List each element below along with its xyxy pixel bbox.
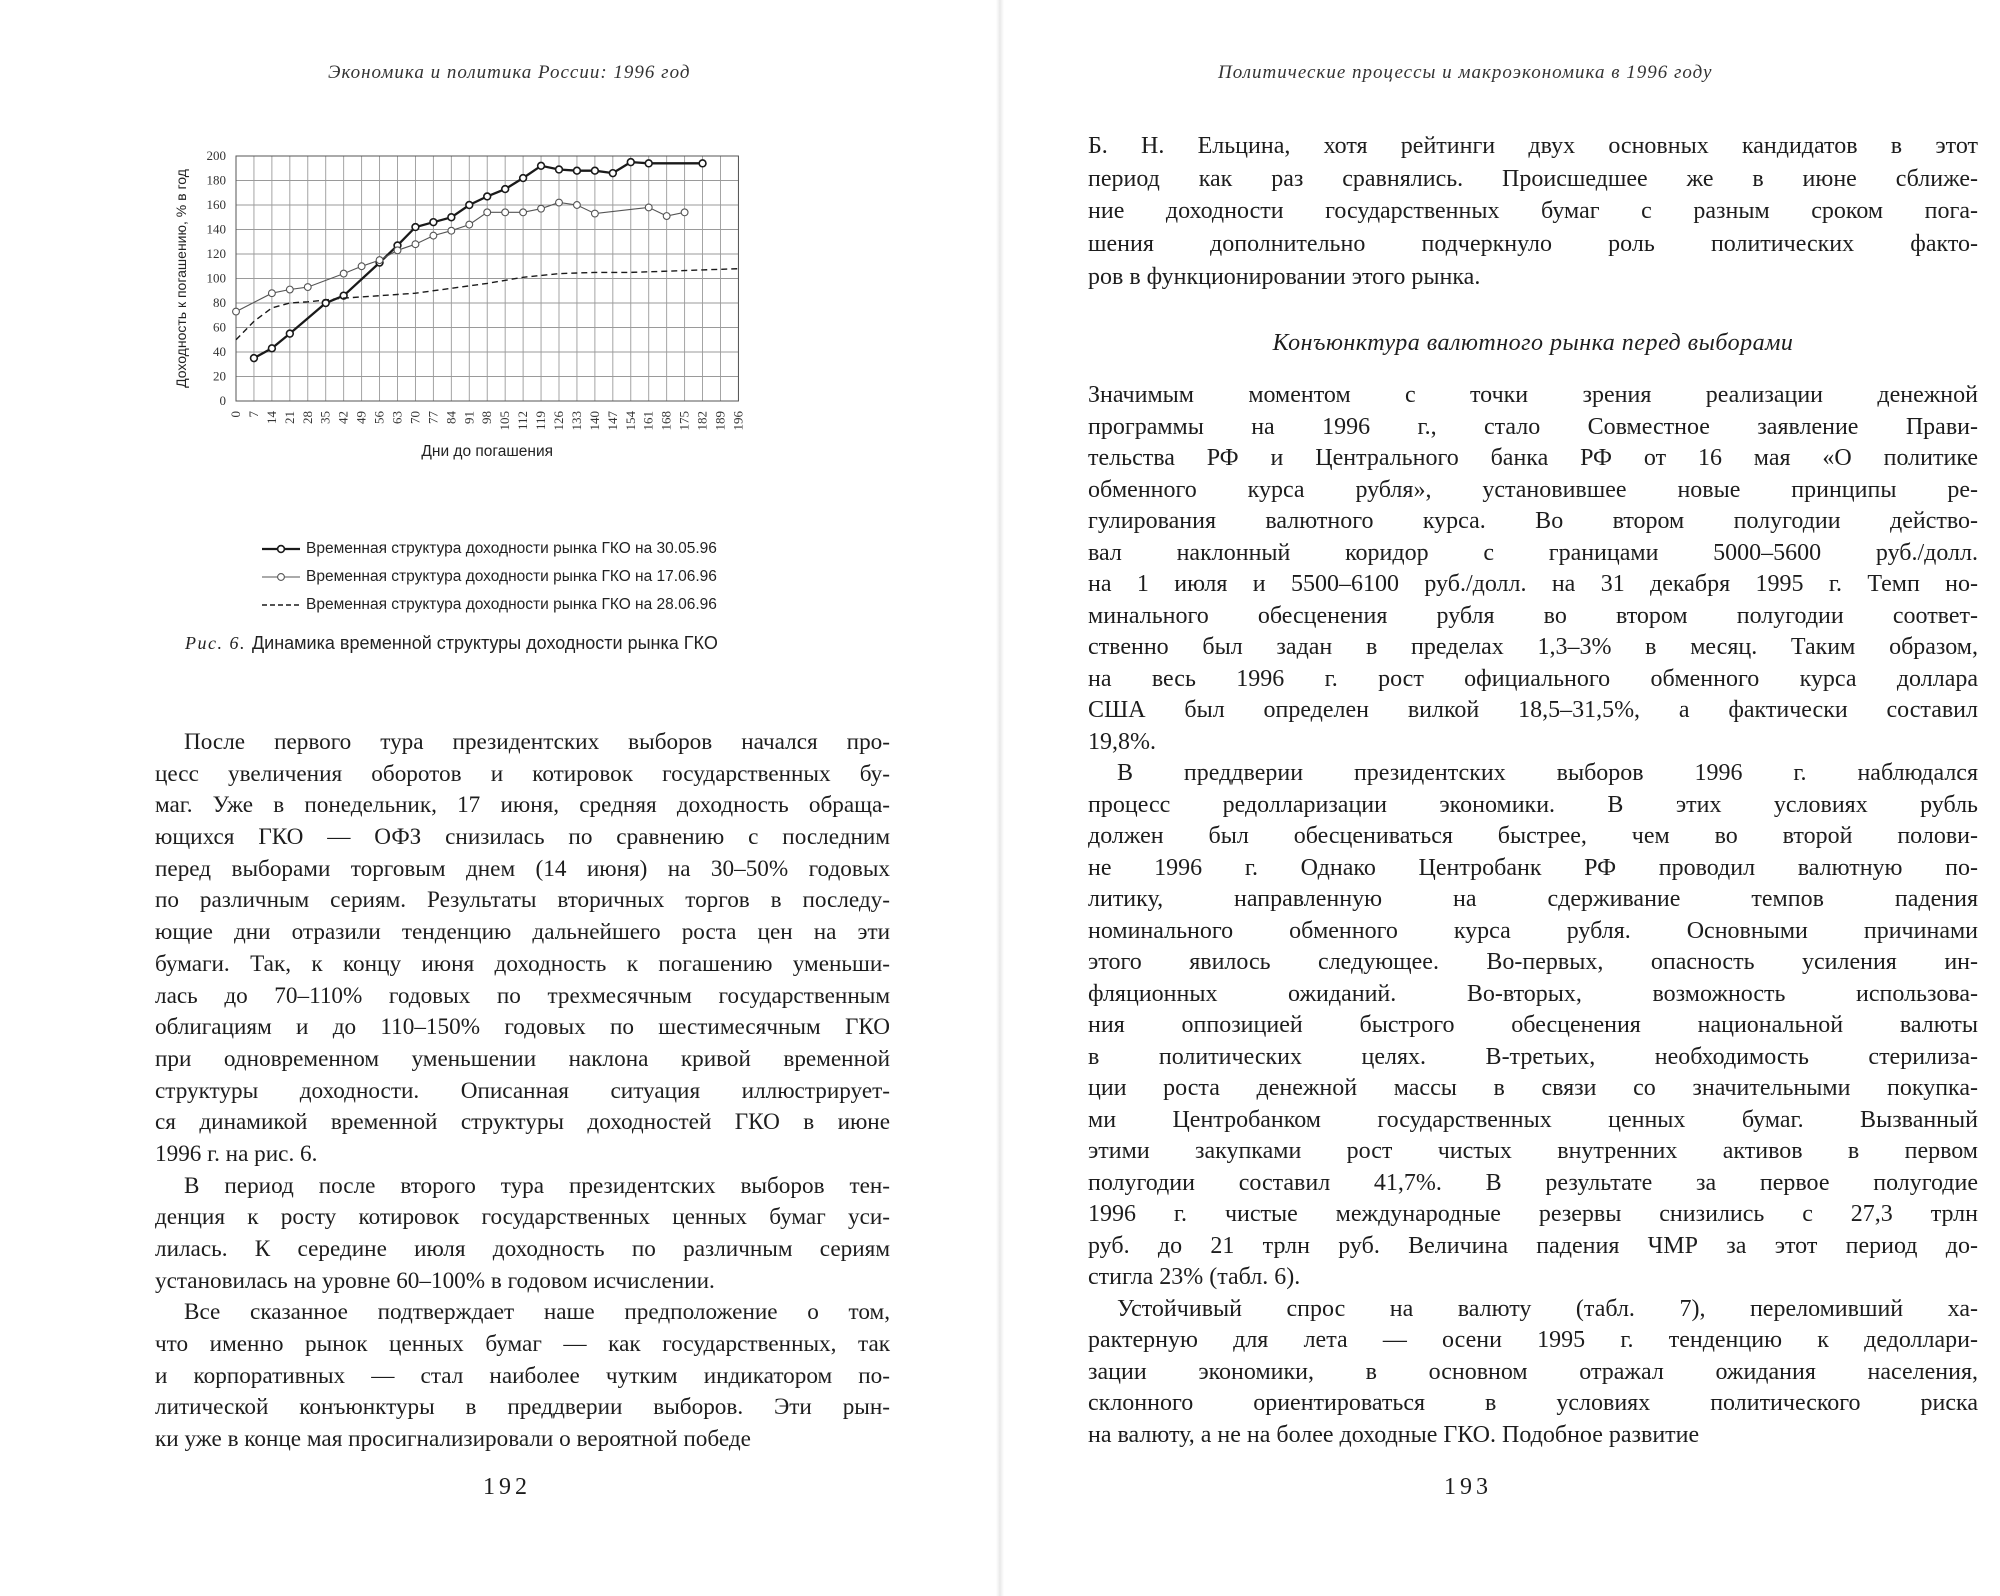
series-1-point — [286, 330, 293, 337]
legend-item — [262, 535, 822, 563]
yield-chart — [150, 138, 890, 528]
series-1-point — [627, 159, 634, 166]
text-line: ки уже в конце мая просигнализировали о вероятной победе — [155, 1426, 751, 1453]
right-body-text — [1088, 380, 1978, 1451]
y-tick-label: 0 — [219, 393, 226, 408]
figure-caption — [185, 633, 718, 654]
legend-label: Временная структура доходности рынка ГКО на 30.05.96 — [306, 540, 717, 557]
text-line: и корпоративных — стал наиболее чутким индикатором по- — [155, 1362, 890, 1389]
series-1-point — [268, 345, 275, 352]
series-1-point — [520, 175, 527, 182]
page-number-left: 192 — [483, 1474, 531, 1500]
x-tick-label: 21 — [281, 411, 297, 424]
text-line: США был определен вилкой 18,5–31,5%, а фактически составил — [1088, 697, 1978, 723]
series-2-point — [681, 209, 688, 216]
series-2-point — [233, 308, 240, 315]
x-tick-label: 105 — [497, 411, 513, 431]
legend-label: Временная структура доходности рынка ГКО на 17.06.96 — [306, 568, 717, 585]
chart-y-axis-label: Доходность к погашению, % в год — [173, 169, 189, 388]
text-line: что именно рынок ценных бумаг — как государственных, так — [155, 1331, 890, 1358]
text-line: лилась. К середине июля доходность по различным сериям — [155, 1236, 890, 1262]
text-line: по различным сериям. Результаты вторичных торгов в последу- — [155, 887, 890, 914]
text-line: литической конъюнктуры в преддверии выборов. Эти рын- — [155, 1394, 890, 1421]
left-body-text — [155, 727, 890, 1456]
x-tick-label: 0 — [228, 411, 243, 418]
right-page — [1000, 0, 2000, 1596]
x-tick-label: 112 — [515, 411, 531, 431]
section-subheading: Конъюнктура валютного рынка перед выборами — [1272, 330, 1794, 356]
series-2-point — [376, 257, 383, 264]
x-tick-label: 154 — [622, 411, 638, 431]
x-tick-label: 182 — [694, 411, 710, 431]
x-tick-label: 168 — [658, 411, 674, 431]
series-2-point — [663, 213, 670, 220]
y-tick-label: 40 — [213, 344, 226, 359]
text-line: 19,8%. — [1088, 728, 1156, 755]
text-line: ние доходности государственных бумаг с разным сроком пога- — [1088, 198, 1978, 225]
page-number-right: 193 — [1444, 1474, 1492, 1500]
text-line: минального обесценения рубля во втором полугодии соответ- — [1088, 602, 1978, 629]
x-tick-label: 196 — [730, 411, 746, 431]
series-1-point — [645, 160, 652, 167]
series-2-point — [412, 241, 419, 248]
x-tick-label: 28 — [299, 411, 315, 424]
series-1-point — [430, 219, 437, 226]
text-line: шения дополнительно подчеркнуло роль политических факто- — [1088, 231, 1978, 258]
text-line: ния оппозицией быстрого обесценения национальной валюты — [1088, 1012, 1978, 1038]
text-line: Все сказанное подтверждает наше предположение о том, — [184, 1299, 890, 1326]
running-head-left: Экономика и политика России: 1996 год — [328, 62, 691, 83]
series-2-point — [304, 284, 311, 291]
text-line: стигла 23% (табл. 6). — [1088, 1264, 1301, 1290]
text-line: ми Центробанком государственных ценных бумаг. Вызванный — [1088, 1106, 1978, 1133]
chart-legend — [262, 535, 822, 619]
text-line: лась до 70–110% годовых по трехмесячным государственным — [155, 982, 890, 1009]
x-tick-label: 126 — [550, 411, 566, 431]
text-line: ющихся ГКО — ОФЗ снизилась по сравнению с последним — [155, 824, 890, 851]
text-line: ся динамикой временной структуры доходностей ГКО в июне — [155, 1109, 890, 1136]
text-line: бумаги. Так, к концу июня доходность к погашению уменьши- — [155, 950, 890, 977]
x-tick-label: 161 — [640, 411, 656, 431]
y-tick-label: 200 — [206, 148, 226, 163]
text-line: В преддверии президентских выборов 1996 г. наблюдался — [1117, 760, 1978, 786]
text-line: при одновременном уменьшении наклона кривой временной — [155, 1045, 890, 1072]
text-line: литику, направленную на сдерживание темпов падения — [1088, 886, 1978, 912]
series-2-point — [556, 199, 563, 206]
yield-chart-svg — [150, 138, 890, 528]
y-tick-label: 60 — [213, 319, 226, 335]
text-line: рактерную для лета — осени 1995 г. тенденцию к дедоллари- — [1088, 1327, 1978, 1353]
x-tick-label: 133 — [568, 411, 584, 431]
text-line: вал наклонный коридор с границами 5000–5600 руб./долл. — [1088, 539, 1978, 566]
series-2-point — [538, 205, 545, 212]
text-line: руб. до 21 трлн руб. Величина падения ЧМР за этот период до- — [1088, 1232, 1978, 1259]
x-tick-label: 84 — [443, 411, 459, 424]
series-2-point — [448, 227, 455, 234]
series-2-point — [358, 263, 365, 270]
series-1-point — [484, 193, 491, 200]
chart-plot-group — [207, 148, 746, 431]
series-2-point — [574, 202, 581, 209]
series-2-point — [520, 209, 527, 216]
x-tick-label: 147 — [604, 411, 620, 431]
series-2-point — [286, 286, 293, 293]
legend-key-thin — [262, 571, 300, 583]
legend-item — [262, 591, 822, 619]
y-tick-label: 80 — [213, 295, 226, 310]
text-line: процесс редолларизации экономики. В этих условиях рубль — [1088, 791, 1978, 818]
text-line: склонного ориентироваться в условиях политического риска — [1088, 1390, 1978, 1416]
series-1-point — [502, 186, 509, 193]
text-line: облигациям и до 110–150% годовых по шестимесячным ГКО — [155, 1014, 890, 1041]
text-line: установилась на уровне 60–100% в годовом исчислении. — [155, 1267, 715, 1294]
text-line: 1996 г. на рис. 6. — [155, 1140, 318, 1167]
text-line: программы на 1996 г., стало Совместное заявление Прави- — [1088, 413, 1978, 440]
caption-prefix: Рис. 6. — [185, 633, 246, 653]
x-tick-label: 49 — [353, 411, 369, 424]
legend-key-solid — [262, 543, 300, 555]
series-1-point — [466, 202, 473, 209]
text-line: цесс увеличения оборотов и котировок государственных бу- — [155, 760, 890, 787]
chart-x-axis-label: Дни до погашения — [421, 443, 554, 460]
series-1-point — [591, 167, 598, 174]
text-line: зации экономики, в основном отражал ожидания населения, — [1088, 1358, 1978, 1385]
x-tick-label: 91 — [461, 411, 477, 424]
legend-item — [262, 563, 822, 591]
text-line: на 1 июля и 5500–6100 руб./долл. на 31 декабря 1995 г. Темп но- — [1088, 571, 1978, 597]
series-2-point — [591, 210, 598, 217]
x-tick-label: 56 — [371, 411, 387, 424]
series-2-point — [268, 290, 275, 297]
text-line: фляционных ожиданий. Во-вторых, возможность использова- — [1088, 980, 1978, 1007]
x-tick-label: 35 — [317, 411, 333, 424]
series-1-point — [699, 160, 706, 167]
caption-text: Динамика временной структуры доходности рынка ГКО — [251, 633, 718, 653]
series-2-point — [645, 204, 652, 211]
series-1-point — [609, 170, 616, 177]
x-tick-label: 119 — [533, 411, 549, 431]
series-2-point — [394, 247, 401, 254]
text-line: Значимым моментом с точки зрения реализации денежной — [1088, 382, 1978, 408]
text-line: обменного курса рубля», установившее новые принципы ре- — [1088, 476, 1978, 503]
y-tick-label: 20 — [213, 368, 226, 384]
x-tick-label: 14 — [263, 411, 279, 424]
x-tick-label: 175 — [676, 411, 692, 431]
y-tick-label: 160 — [206, 197, 226, 212]
x-tick-label: 77 — [425, 411, 441, 424]
x-tick-label: 189 — [712, 411, 728, 431]
right-intro-text — [1088, 130, 1978, 293]
series-2-point — [430, 232, 437, 239]
series-2-point — [502, 209, 509, 216]
text-line: ственно был задан в пределах 1,3–3% в месяц. Таким образом, — [1088, 634, 1978, 660]
legend-label: Временная структура доходности рынка ГКО на 28.06.96 — [306, 596, 717, 613]
text-line: не 1996 г. Однако Центробанк РФ проводил валютную по- — [1088, 854, 1978, 881]
text-line: маг. Уже в понедельник, 17 июня, средняя доходность обраща- — [155, 792, 890, 819]
x-tick-label: 7 — [245, 411, 261, 418]
x-tick-label: 70 — [407, 411, 423, 424]
text-line: В период после второго тура президентских выборов тен- — [184, 1172, 890, 1199]
x-tick-label: 98 — [479, 411, 495, 424]
series-1-point — [448, 214, 455, 221]
legend-key-dashed — [262, 599, 300, 611]
text-line: Б. Н. Ельцина, хотя рейтинги двух основных кандидатов в этот — [1088, 133, 1978, 159]
series-2-point — [340, 270, 347, 277]
text-line: на валюту, а не на более доходные ГКО. Подобное развитие — [1088, 1421, 1700, 1448]
text-line: ров в функционировании этого рынка. — [1088, 263, 1481, 290]
series-1-point — [574, 167, 581, 174]
text-line: перед выборами торговым днем (14 июня) на 30–50% годовых — [155, 855, 890, 882]
series-line-1 — [254, 162, 703, 358]
text-line: гулирования валютного курса. Во втором полугодии действо- — [1088, 508, 1978, 534]
x-tick-label: 42 — [335, 411, 351, 424]
text-line: Устойчивый спрос на валюту (табл. 7), переломивший ха- — [1117, 1295, 1978, 1322]
text-line: на весь 1996 г. рост официального обменного курса доллара — [1088, 665, 1978, 692]
text-line: ющие дни отразили тенденцию дальнейшего роста цен на эти — [155, 919, 890, 946]
text-line: полугодии составил 41,7%. В результате за первое полугодие — [1088, 1169, 1978, 1196]
x-tick-label: 63 — [389, 411, 405, 424]
text-line: тельства РФ и Центрального банка РФ от 16 мая «О политике — [1088, 445, 1978, 471]
text-line: этими закупками рост чистых внутренних активов в первом — [1088, 1138, 1978, 1164]
series-1-point — [556, 166, 563, 173]
text-line: После первого тура президентских выборов начался про- — [184, 729, 890, 755]
y-tick-label: 140 — [206, 221, 226, 237]
text-line: должен был обесцениваться быстрее, чем во второй полови- — [1088, 823, 1978, 849]
series-1-point — [538, 162, 545, 169]
text-line: номинального обменного курса рубля. Основными причинами — [1088, 917, 1978, 944]
text-line: в политических целях. В-третьих, необходимость стерилиза- — [1088, 1043, 1978, 1070]
series-line-2 — [236, 203, 685, 312]
series-2-point — [466, 221, 473, 228]
text-line: период как раз сравнялись. Происшедшее же в июне сближе- — [1088, 165, 1978, 192]
running-head-right: Политические процессы и макроэкономика в 1996 году — [1218, 62, 1713, 83]
text-line: ции роста денежной массы в связи со значительными покупка- — [1088, 1075, 1978, 1101]
series-2-point — [484, 209, 491, 216]
y-tick-label: 100 — [206, 270, 226, 286]
text-line: этого явилось следующее. Во-первых, опасность усиления ин- — [1088, 949, 1978, 975]
y-tick-label: 180 — [206, 172, 226, 188]
y-tick-label: 120 — [206, 246, 226, 261]
text-line: структуры доходности. Описанная ситуация иллюстрирует- — [155, 1077, 890, 1104]
x-tick-label: 140 — [586, 411, 602, 431]
text-line: 1996 г. чистые международные резервы снизились с 27,3 трлн — [1088, 1201, 1978, 1227]
series-1-point — [412, 224, 419, 231]
series-1-point — [251, 355, 258, 362]
text-line: денция к росту котировок государственных ценных бумаг уси- — [155, 1204, 890, 1231]
chart-series — [233, 159, 739, 362]
